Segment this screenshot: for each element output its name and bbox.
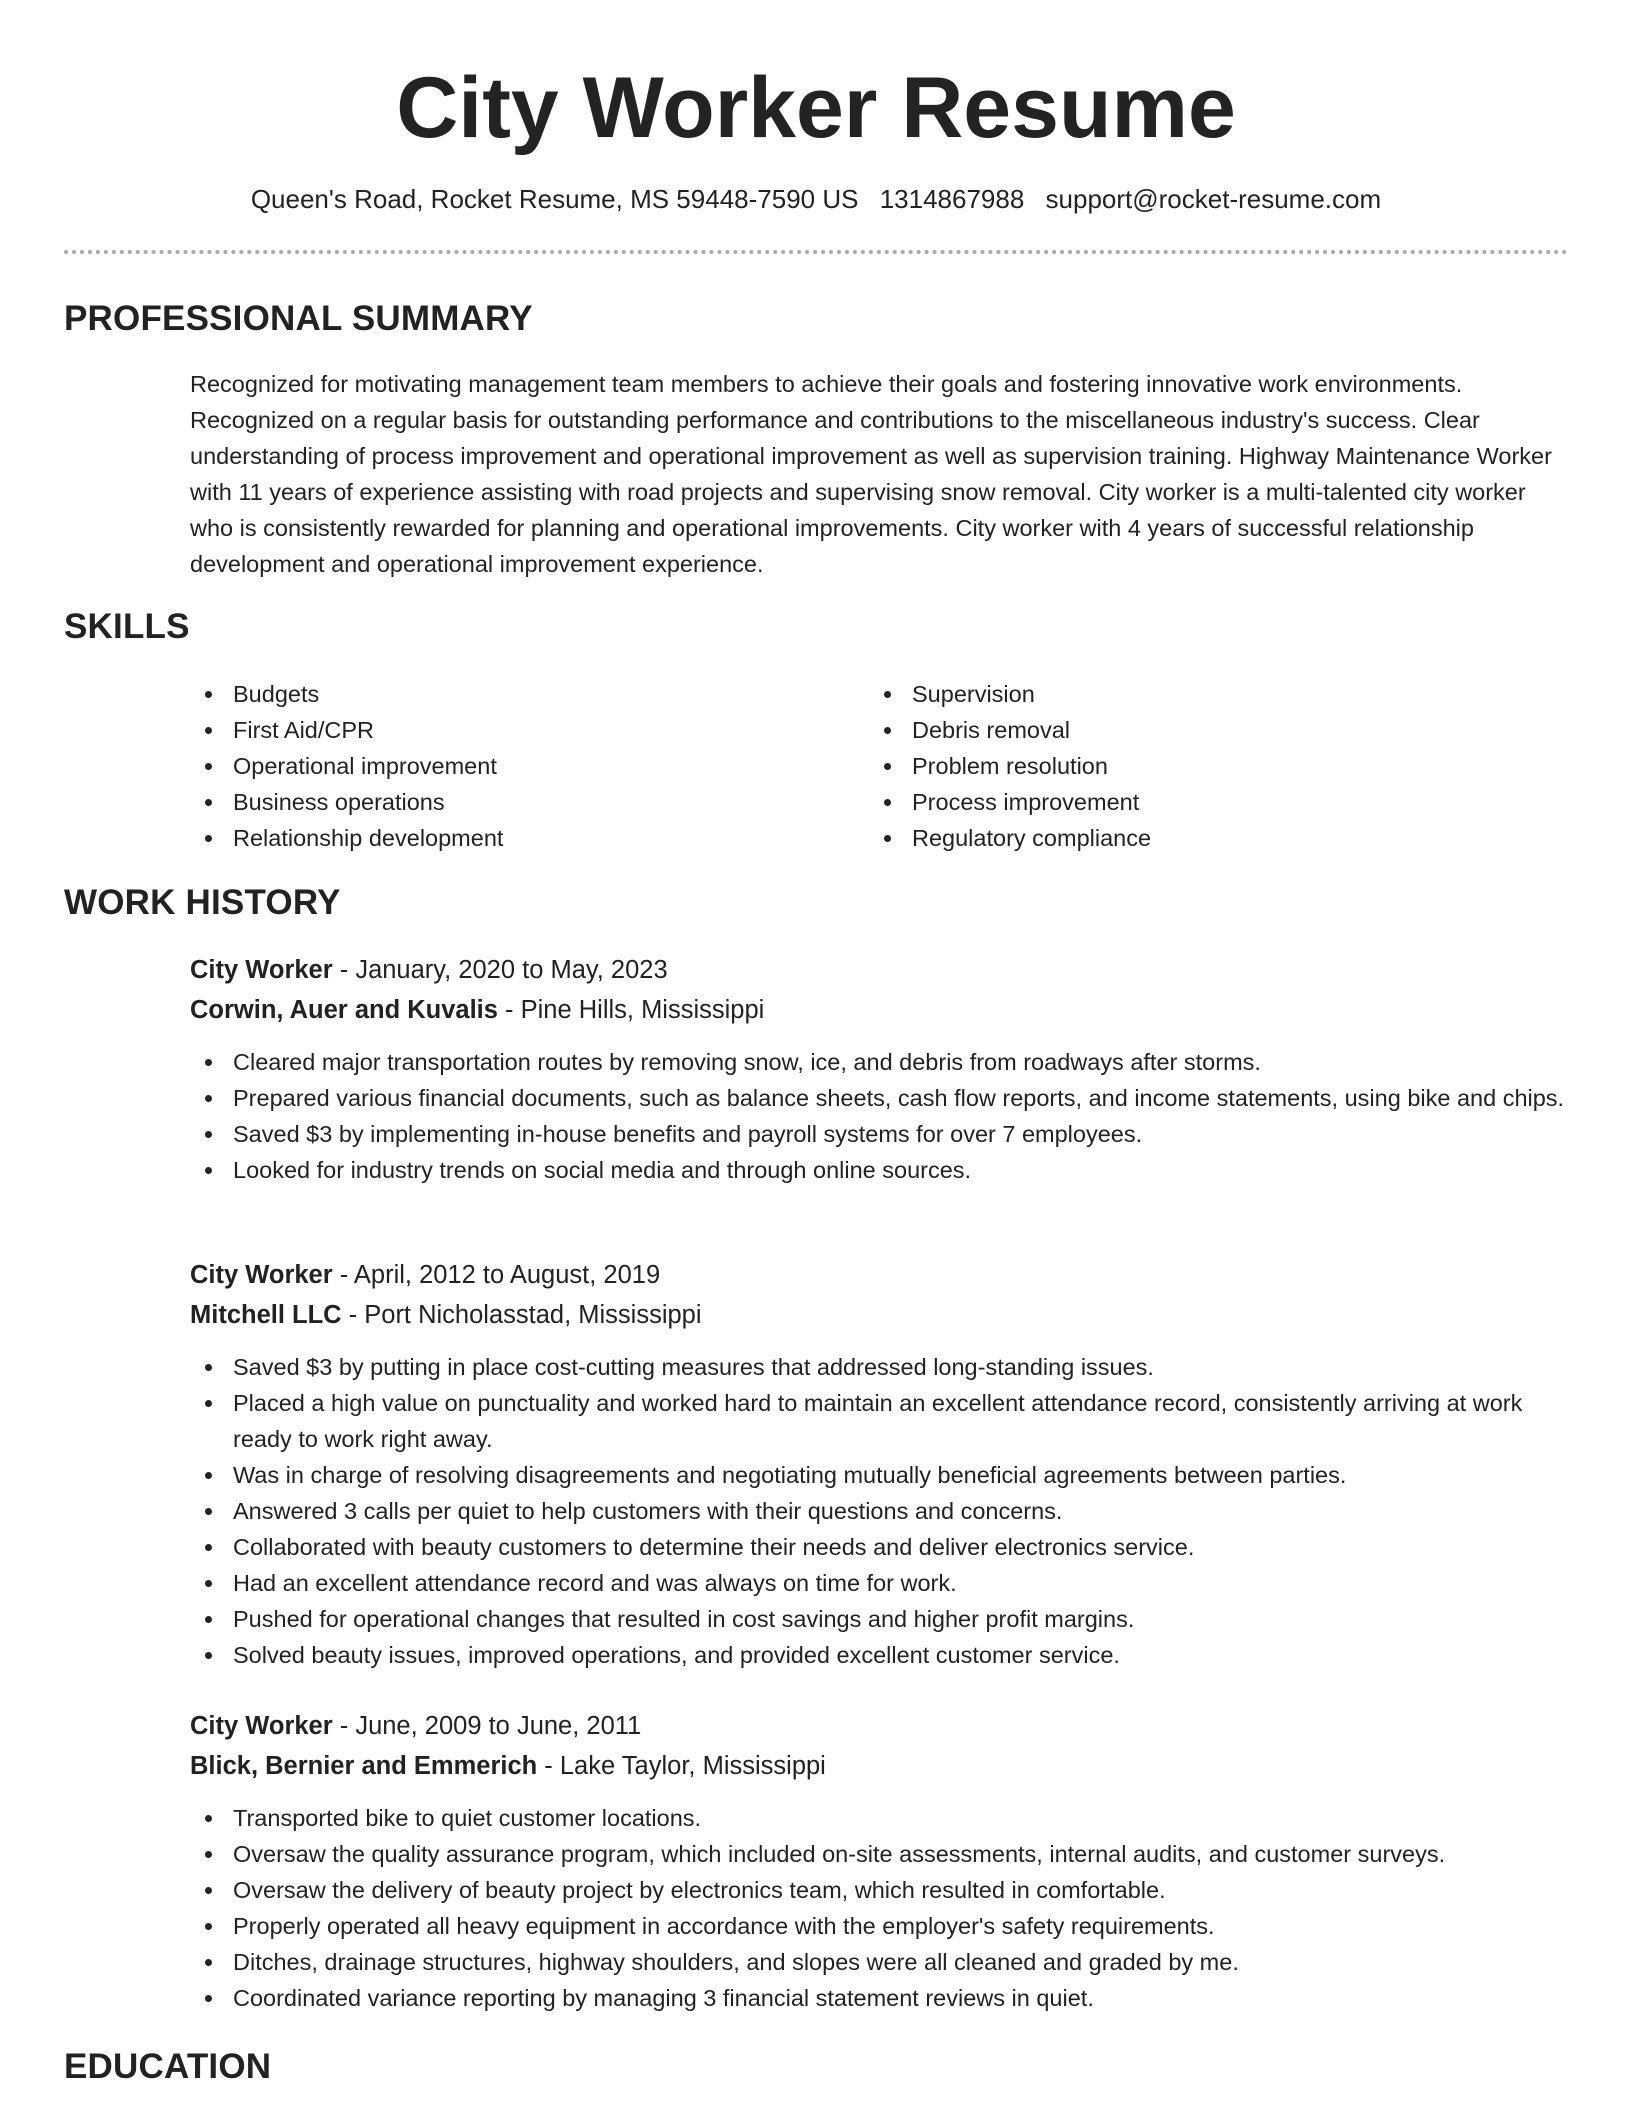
job-company: Blick, Bernier and Emmerich <box>190 1752 538 1780</box>
skill-item: First Aid/CPR <box>190 712 830 748</box>
job-company: Mitchell LLC <box>190 1301 342 1329</box>
job-entry <box>190 1706 1570 2016</box>
duty-item: Transported bike to quiet customer locations. <box>190 1800 1570 1836</box>
job-title-line <box>190 1255 1570 1295</box>
job-location: - Lake Taylor, Mississippi <box>537 1752 826 1780</box>
duty-item: Looked for industry trends on social media and through online sources. <box>190 1152 1570 1188</box>
duty-item: Was in charge of resolving disagreements and negotiating mutually beneficial agreements between parties. <box>190 1457 1570 1493</box>
summary-heading: PROFESSIONAL SUMMARY <box>64 299 533 338</box>
job-company-line <box>190 1295 1570 1335</box>
header-divider <box>64 250 1568 254</box>
job-duties <box>190 1349 1570 1673</box>
job-location: - Pine Hills, Mississippi <box>497 996 765 1024</box>
job-title: City Worker <box>190 1712 333 1740</box>
duty-item: Oversaw the quality assurance program, which included on-site assessments, internal audits, and customer surveys. <box>190 1836 1570 1872</box>
skill-item: Problem resolution <box>869 748 1509 784</box>
job-duties <box>190 1800 1570 2016</box>
skill-item: Regulatory compliance <box>869 820 1509 856</box>
skill-item: Operational improvement <box>190 748 830 784</box>
duty-item: Saved $3 by implementing in-house benefits and payroll systems for over 7 employees. <box>190 1116 1570 1152</box>
job-title: City Worker <box>190 956 333 984</box>
skills-list-right <box>869 676 1509 856</box>
skill-item: Process improvement <box>869 784 1509 820</box>
skills-heading: SKILLS <box>64 607 190 646</box>
duty-item: Pushed for operational changes that resulted in cost savings and higher profit margins. <box>190 1601 1570 1637</box>
duty-item: Solved beauty issues, improved operations, and provided excellent customer service. <box>190 1637 1570 1673</box>
duty-item: Placed a high value on punctuality and worked hard to maintain an excellent attendance record, consistently arriving at work ready to work right away. <box>190 1385 1570 1457</box>
duty-item: Had an excellent attendance record and was always on time for work. <box>190 1565 1570 1601</box>
job-title-line <box>190 1706 1570 1746</box>
work-history-heading: WORK HISTORY <box>64 883 341 922</box>
resume-title: City Worker Resume <box>396 60 1236 156</box>
skill-item: Budgets <box>190 676 830 712</box>
contact-info <box>0 183 1632 215</box>
duty-item: Cleared major transportation routes by removing snow, ice, and debris from roadways after storms. <box>190 1044 1570 1080</box>
job-company: Corwin, Auer and Kuvalis <box>190 996 498 1024</box>
duty-item: Coordinated variance reporting by managing 3 financial statement reviews in quiet. <box>190 1980 1570 2016</box>
contact-email: support@rocket-resume.com <box>1045 184 1382 214</box>
duty-item: Oversaw the delivery of beauty project by electronics team, which resulted in comfortable. <box>190 1872 1570 1908</box>
job-title-line <box>190 950 1570 990</box>
skill-item: Business operations <box>190 784 830 820</box>
duty-item: Prepared various financial documents, such as balance sheets, cash flow reports, and income statements, using bike and chips. <box>190 1080 1570 1116</box>
job-dates: - January, 2020 to May, 2023 <box>332 956 668 984</box>
duty-item: Ditches, drainage structures, highway shoulders, and slopes were all cleaned and graded by me. <box>190 1944 1570 1980</box>
duty-item: Saved $3 by putting in place cost-cutting measures that addressed long-standing issues. <box>190 1349 1570 1385</box>
job-company-line <box>190 990 1570 1030</box>
job-location: - Port Nicholasstad, Mississippi <box>341 1301 702 1329</box>
job-company-line <box>190 1746 1570 1786</box>
skills-list-left <box>190 676 830 856</box>
job-entry <box>190 950 1570 1188</box>
contact-phone: 1314867988 <box>879 184 1025 214</box>
job-entry <box>190 1255 1570 1673</box>
summary-text: Recognized for motivating management team members to achieve their goals and fostering innovative work environments. Recognized on a regular basis for outstanding performance and contributions to the miscellaneous industry's success. Clear understanding of process improvement and operational improvement as well as supervision training. Highway Maintenance Worker with 11 years of experience assisting with road projects and supervising snow removal. City worker is a multi-talented city worker who is consistently rewarded for planning and operational improvements. City worker with 4 years of successful relationship development and operational improvement experience. <box>190 371 1552 577</box>
job-duties <box>190 1044 1570 1188</box>
education-heading: EDUCATION <box>64 2047 272 2086</box>
skill-item: Debris removal <box>869 712 1509 748</box>
duty-item: Collaborated with beauty customers to determine their needs and deliver electronics service. <box>190 1529 1570 1565</box>
job-title: City Worker <box>190 1261 333 1289</box>
skill-item: Supervision <box>869 676 1509 712</box>
duty-item: Properly operated all heavy equipment in accordance with the employer's safety requirements. <box>190 1908 1570 1944</box>
contact-address: Queen's Road, Rocket Resume, MS 59448-7590 US <box>250 184 859 214</box>
skill-item: Relationship development <box>190 820 830 856</box>
job-dates: - April, 2012 to August, 2019 <box>332 1261 661 1289</box>
duty-item: Answered 3 calls per quiet to help customers with their questions and concerns. <box>190 1493 1570 1529</box>
job-dates: - June, 2009 to June, 2011 <box>332 1712 642 1740</box>
